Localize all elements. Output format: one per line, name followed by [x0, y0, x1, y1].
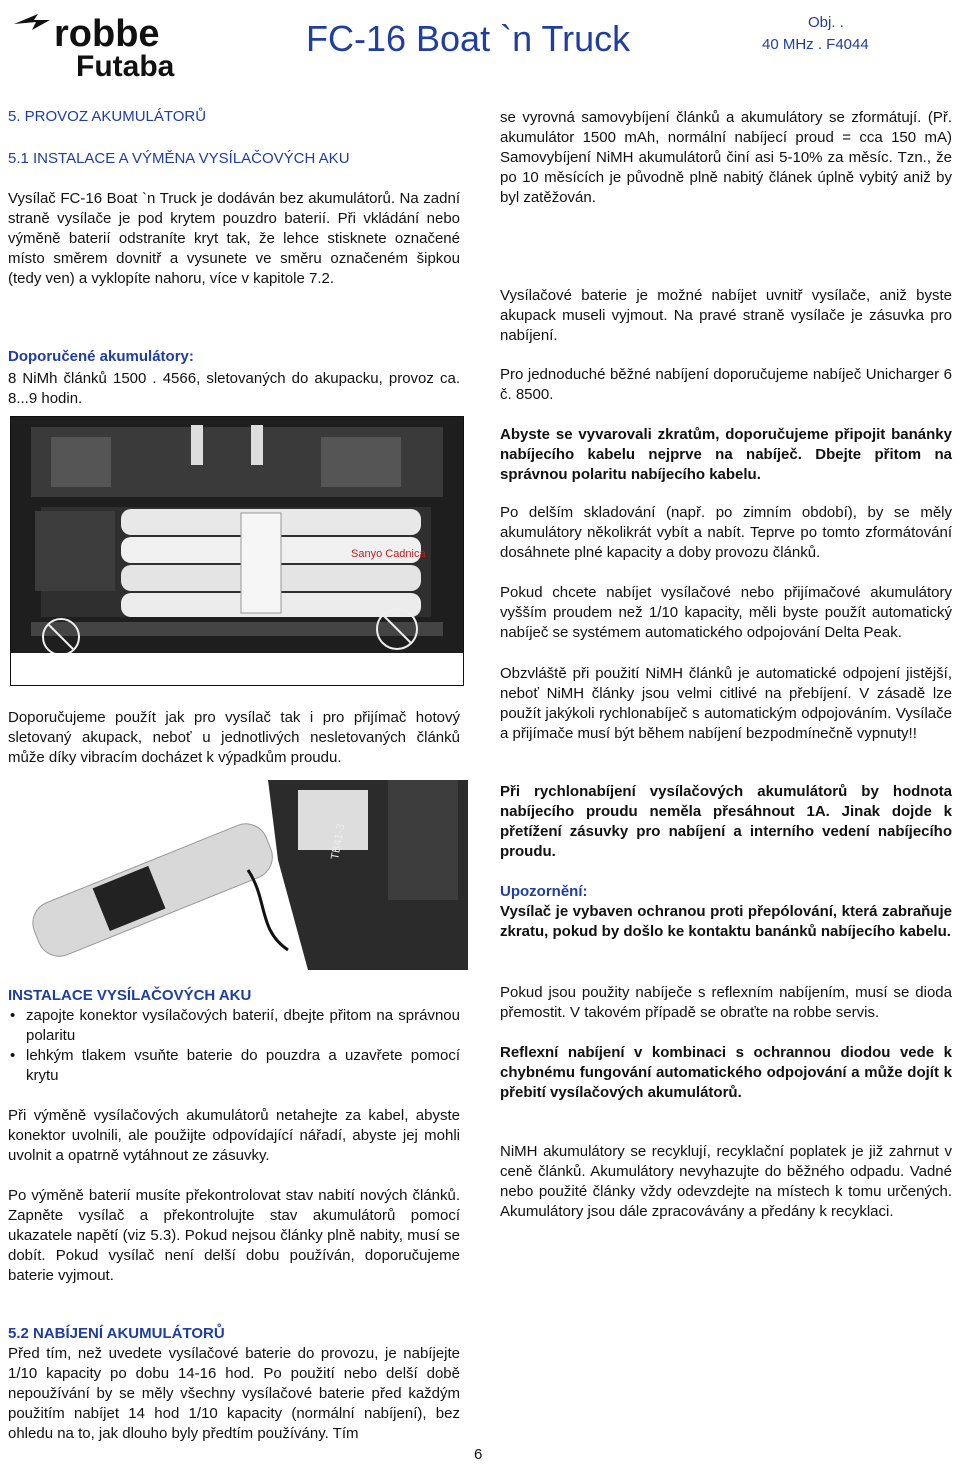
paragraph: NiMH akumulátory se recyklují, recyklační poplatek je již zahrnut v ceně článků. Akumulátory nevyhazujte do běžného odpadu. Vadné nebo použité články vždy odevzdejte na místech k tomu určených. Akumulátory jsou dále zpracovávány a předány k recyklaci.: [500, 1143, 952, 1220]
paragraph-bold: Při rychlonabíjení vysílačových akumulátorů by hodnota nabíjecího proudu neměla přesáhnout 1A. Jinak dojde k přetížení zásuvky pro nabíjení a interního vedení nabíjecího proudu.: [500, 783, 952, 860]
brand-top: robbe: [54, 13, 160, 55]
subsection-heading: 5.1 INSTALACE A VÝMĚNA VYSÍLAČOVÝCH AKU: [8, 150, 350, 167]
paragraph-bold: Reflexní nabíjení v kombinaci s ochrannou diodou vede k chybnému fungování automatického odpojování a může dojít k přebití vysílačových akumulátorů.: [500, 1044, 952, 1101]
list-item: • zapojte konektor vysílačových baterií, dbejte přitom na správnou polaritu: [8, 1006, 460, 1046]
paragraph: Po výměně baterií musíte překontrolovat stav nabití nových článků. Zapněte vysílač a překontrolujte stav akumulátorů pomocí ukazatele napětí (viz 5.3). Pokud nejsou články plně nabity, musí se dobít. Pokud vysílač není delší dobu používán, doporučujeme baterie vyjmout.: [8, 1187, 460, 1284]
paragraph: Před tím, než uvedete vysílačové baterie do provozu, je nabíjejte 1/10 kapacity po dobu 14-16 hod. Po použití nebo delší době nepoužívání by se měly všechny vysílačové baterie před každým použitím nabíjet 14 hod 1/10 kapacity (normální nabíjení), bez ohledu na to, jak dlouho byly předtím používány. Tím: [8, 1345, 460, 1442]
recommended-title: Doporučené akumulátory:: [8, 348, 194, 365]
paragraph-bold: Abyste se vyvarovali zkratům, doporučujeme připojit banánky nabíjecího kabelu nejprve na nabíječ. Dbejte přitom na správnou polaritu nabíjecího kabelu.: [500, 426, 952, 483]
robbe-futaba-logo: [10, 10, 220, 80]
page-number: 6: [474, 1446, 483, 1463]
brand-bottom: Futaba: [76, 50, 175, 80]
recommended-text: 8 NiMh článků 1500 . 4566, sletovaných do akupacku, provoz ca. 8...9 hodin.: [8, 370, 460, 407]
paragraph: Doporučujeme použít jak pro vysílač tak i pro přijímač hotový sletovaný akupack, neboť u jednotlivých nesletovaných článků může díky vibracím docházet k výpadkům proudu.: [8, 709, 460, 766]
battery-label: Sanyo Cadnica: [351, 548, 426, 560]
warning-text: Vysílač je vybaven ochranou proti přepólování, která zabraňuje zkratu, pokud by došlo ke kontaktu banánků nabíjecího kabelu.: [500, 903, 952, 940]
subsection-heading: 5.2 NABÍJENÍ AKUMULÁTORŮ: [8, 1325, 225, 1342]
paragraph: Obzvláště při použití NiMH článků je automatické odpojení jistější, neboť NiMH články jsou velmi citlivé na přebíjení. V zásadě lze použít jakýkoli rychlonabíječ s automatickým odpojováním. Vysílače a přijímače musí být během nabíjení bezpodmínečně vypnuty!!: [500, 665, 952, 742]
paragraph: Pro jednoduché běžné nabíjení doporučujeme nabíječ Unicharger 6 č. 8500.: [500, 366, 952, 403]
battery-compartment-photo: [10, 416, 464, 686]
paragraph: Při výměně vysílačových akumulátorů netahejte za kabel, abyste konektor uvolnili, ale použijte odpovídající nářadí, abyste jej mohli uvolnit a opatrně vytáhnout ze zásuvky.: [8, 1107, 460, 1164]
paragraph: Po delším skladování (např. po zimním období), by se měly akumulátory několikrát vybít a nabít. Teprve po tomto zformátování dosáhnete plné kapacity a doby provozu článků.: [500, 504, 952, 561]
board-label: TB41-3: [329, 822, 348, 861]
paragraph: Pokud chcete nabíjet vysílačové nebo přijímačové akumulátory vyšším proudem než 1/10 kapacity, měli byste použít automatický nabíječ se systémem automatického odpojování Delta Peak.: [500, 584, 952, 641]
section-heading: 5. PROVOZ AKUMULÁTORŮ: [8, 108, 207, 125]
paragraph: Vysílač FC-16 Boat `n Truck je dodáván bez akumulátorů. Na zadní straně vysílače je pod krytem pouzdro baterií. Při vkládání nebo výměně baterií odstraníte kryt tak, že lehce stisknete označené místo směrem dovnitř a vysunete ve směru označeném šipkou (tedy ven) a vyklopíte nahoru, více v kapitole 7.2.: [8, 190, 460, 287]
frequency: 40 MHz . F4044: [762, 36, 869, 53]
warning-title: Upozornění:: [500, 883, 588, 900]
list-item: • lehkým tlakem vsuňte baterie do pouzdra a uzavřete pomocí krytu: [8, 1046, 460, 1086]
install-steps: [8, 1006, 460, 1086]
paragraph: Vysílačové baterie je možné nabíjet uvnitř vysílače, aniž byste akupack museli vyjmout. Na pravé straně vysílače je zásuvka pro nabíjení.: [500, 287, 952, 344]
document-title: FC-16 Boat `n Truck: [306, 18, 631, 59]
paragraph: Pokud jsou použity nabíječe s reflexním nabíjením, musí se dioda přemostit. V takovém případě se obraťte na robbe servis.: [500, 984, 952, 1021]
paragraph: se vyrovná samovybíjení článků a akumulátory se zformátují. (Př. akumulátor 1500 mAh, normální nabíjecí proud = cca 150 mA) Samovybíjení NiMH akumulátorů činí asi 5-10% za měsíc. Tzn., že po 10 měsících je původně plně nabitý článek úplně vybitý aniž by byl zatěžován.: [500, 109, 952, 206]
install-heading: INSTALACE VYSÍLAČOVÝCH AKU: [8, 987, 252, 1004]
order-number: Obj. .: [808, 14, 844, 31]
battery-pack-photo: [8, 780, 468, 970]
